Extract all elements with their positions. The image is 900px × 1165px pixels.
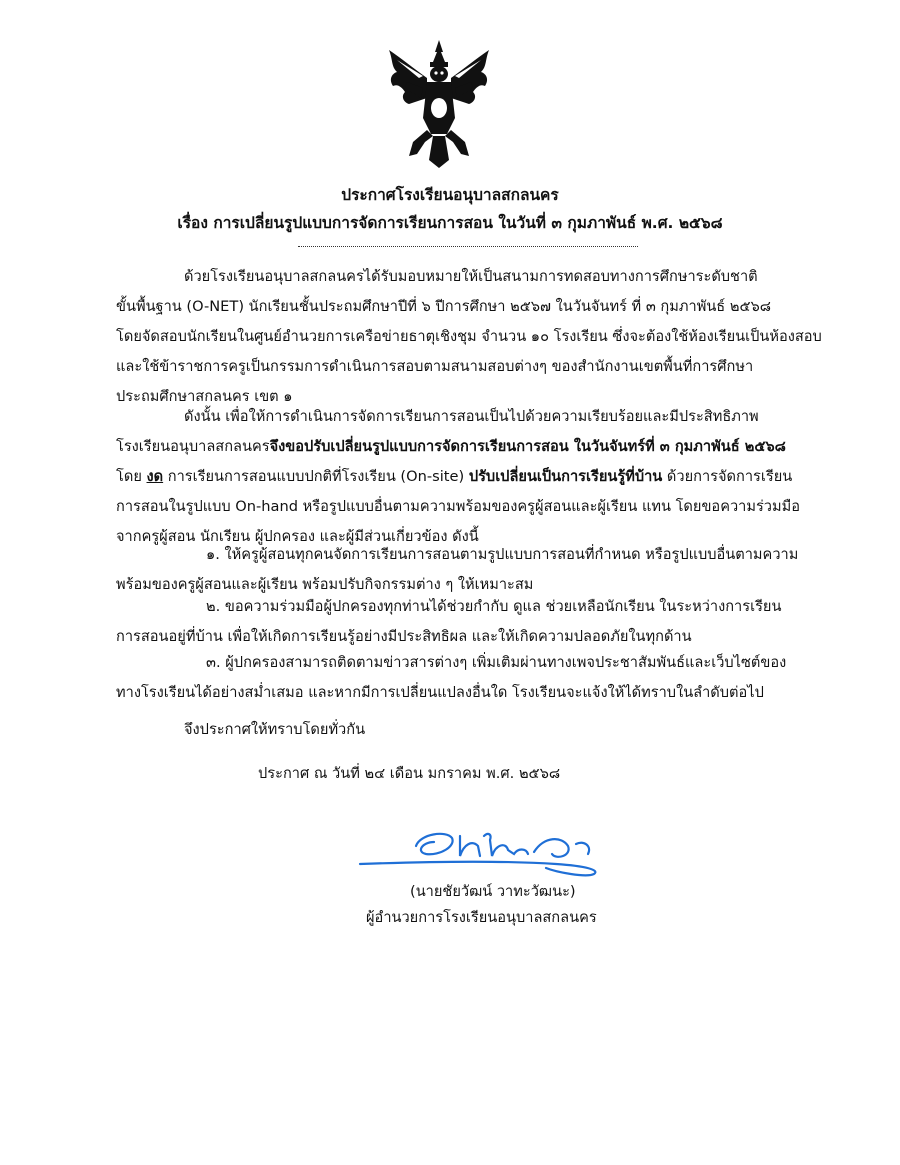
text-line bbox=[116, 432, 816, 462]
text-fragment: ด้วยการจัดการเรียน bbox=[662, 468, 793, 485]
list-item bbox=[116, 540, 816, 600]
garuda-emblem-icon bbox=[383, 38, 495, 170]
signer-name: (นายชัยวัฒน์ วาทะวัฒนะ) bbox=[410, 883, 576, 900]
paragraph-background bbox=[116, 262, 822, 412]
text-line: พร้อมของครูผู้สอนและผู้เรียน พร้อมปรับกิจกรรมต่าง ๆ ให้เหมาะสม bbox=[116, 576, 534, 593]
text-fragment: โดย bbox=[116, 468, 147, 485]
announcement-subject: เรื่อง การเปลี่ยนรูปแบบการจัดการเรียนการสอน ในวันที่ ๓ กุมภาพันธ์ พ.ศ. ๒๕๖๘ bbox=[177, 214, 723, 232]
text-line: ประถมศึกษาสกลนคร เขต ๑ bbox=[116, 388, 293, 405]
announcement-date: ประกาศ ณ วันที่ ๒๔ เดือน มกราคม พ.ศ. ๒๕๖๘ bbox=[258, 765, 561, 782]
dotted-divider bbox=[298, 236, 638, 247]
cancel-underlined-text: งด bbox=[146, 468, 164, 485]
text-fragment: การเรียนการสอนแบบปกติที่โรงเรียน (On-site) bbox=[163, 468, 469, 485]
home-learning-bold-text: ปรับเปลี่ยนเป็นการเรียนรู้ที่บ้าน bbox=[468, 468, 663, 485]
list-item bbox=[116, 648, 816, 708]
closing-statement: จึงประกาศให้ทราบโดยทั่วกัน bbox=[184, 721, 366, 738]
text-line: ๒. ขอความร่วมมือผู้ปกครองทุกท่านได้ช่วยกำกับ ดูแล ช่วยเหลือนักเรียน ในระหว่างการเรียน bbox=[206, 598, 782, 615]
text-line: การสอนในรูปแบบ On-hand หรือรูปแบบอื่นตามความพร้อมของครูผู้สอนและผู้เรียน แทน โดยขอความร่วมมือ bbox=[116, 498, 801, 515]
school-name-text: โรงเรียนอนุบาลสกลนคร bbox=[116, 438, 270, 455]
text-line: และใช้ข้าราชการครูเป็นกรรมการดำเนินการสอบตามสนามสอบต่างๆ ของสำนักงานเขตพื้นที่การศึกษา bbox=[116, 358, 754, 375]
text-line: ขั้นพื้นฐาน (O-NET) นักเรียนชั้นประถมศึกษาปีที่ ๖ ปีการศึกษา ๒๕๖๗ ในวันจันทร์ ที่ ๓ กุมภาพันธ์ ๒๕๖๘ bbox=[116, 298, 772, 315]
text-line: จากครูผู้สอน นักเรียน ผู้ปกครอง และผู้มีส่วนเกี่ยวข้อง ดังนี้ bbox=[116, 528, 479, 545]
text-line: โดยจัดสอบนักเรียนในศูนย์อำนวยการเครือข่ายธาตุเชิงชุม จำนวน ๑๐ โรงเรียน ซึ่งจะต้องใช้ห้องเรียนเป็นห้องสอบ bbox=[116, 328, 822, 345]
text-line: ดังนั้น เพื่อให้การดำเนินการจัดการเรียนการสอนเป็นไปด้วยความเรียบร้อยและมีประสิทธิภาพ bbox=[184, 408, 759, 425]
text-line: ด้วยโรงเรียนอนุบาลสกลนครได้รับมอบหมายให้เป็นสนามการทดสอบทางการศึกษาระดับชาติ bbox=[184, 268, 758, 285]
handwritten-signature-icon bbox=[356, 812, 606, 882]
text-line: ๑. ให้ครูผู้สอนทุกคนจัดการเรียนการสอนตามรูปแบบการสอนที่กำหนด หรือรูปแบบอื่นตามความ bbox=[206, 546, 799, 563]
paragraph-decision bbox=[116, 402, 816, 552]
decision-bold-text: จึงขอปรับเปลี่ยนรูปแบบการจัดการเรียนการสอน ในวันจันทร์ที่ ๓ กุมภาพันธ์ ๒๕๖๘ bbox=[269, 438, 786, 455]
text-line: การสอนอยู่ที่บ้าน เพื่อให้เกิดการเรียนรู้อย่างมีประสิทธิผล และให้เกิดความปลอดภัยในทุกด้าน bbox=[116, 628, 692, 645]
signer-position: ผู้อำนวยการโรงเรียนอนุบาลสกลนคร bbox=[366, 909, 597, 926]
text-line: ๓. ผู้ปกครองสามารถติดตามข่าวสารต่างๆ เพิ่มเติมผ่านทางเพจประชาสัมพันธ์และเว็บไซต์ของ bbox=[206, 654, 787, 671]
text-line bbox=[116, 462, 816, 492]
announcement-title: ประกาศโรงเรียนอนุบาลสกลนคร bbox=[341, 186, 559, 204]
list-item bbox=[116, 592, 816, 652]
text-line: ทางโรงเรียนได้อย่างสม่ำเสมอ และหากมีการเปลี่ยนแปลงอื่นใด โรงเรียนจะแจ้งให้ได้ทราบในลำดับต่อไป bbox=[116, 684, 764, 701]
